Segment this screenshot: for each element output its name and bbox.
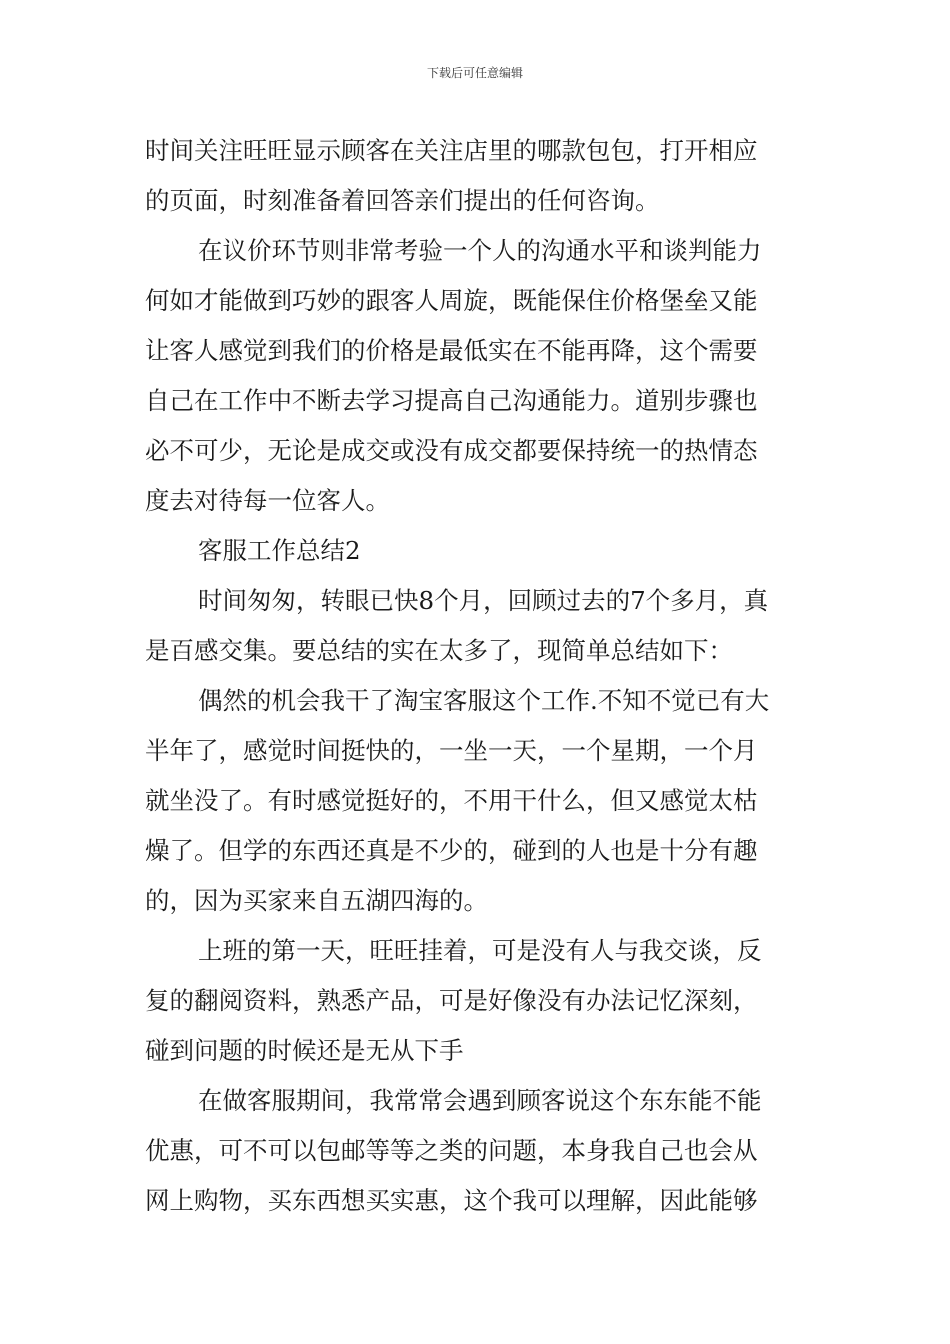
text-line: 在做客服期间，我常常会遇到顾客说这个东东能不能	[198, 1086, 762, 1115]
text-line: 就坐没了。有时感觉挺好的，不用干什么，但又感觉太枯	[145, 786, 758, 815]
text-line: 何如才能做到巧妙的跟客人周旋，既能保住价格堡垒又能	[145, 286, 758, 315]
text-line: 时间关注旺旺显示顾客在关注店里的哪款包包，打开相应	[145, 136, 758, 165]
text-line: 的页面，时刻准备着回答亲们提出的任何咨询。	[145, 186, 660, 215]
text-line: 自己在工作中不断去学习提高自己沟通能力。道别步骤也	[145, 386, 758, 415]
text-line: 复的翻阅资料，熟悉产品，可是好像没有办法记忆深刻，	[145, 986, 758, 1015]
text-line: 时间匆匆，转眼已快8个月，回顾过去的7个多月，真	[198, 586, 769, 615]
text-line: 偶然的机会我干了淘宝客服这个工作.不知不觉已有大	[198, 686, 770, 715]
text-line: 半年了，感觉时间挺快的，一坐一天，一个星期，一个月	[145, 736, 758, 765]
text-line: 优惠，可不可以包邮等等之类的问题，本身我自己也会从	[145, 1136, 758, 1165]
document-body	[145, 126, 807, 1226]
text-line: 是百感交集。要总结的实在太多了，现简单总结如下：	[145, 636, 733, 665]
text-line: 在议价环节则非常考验一个人的沟通水平和谈判能力	[198, 236, 762, 265]
text-line: 碰到问题的时候还是无从下手	[145, 1036, 464, 1065]
text-line: 让客人感觉到我们的价格是最低实在不能再降，这个需要	[145, 336, 758, 365]
text-line: 网上购物，买东西想买实惠，这个我可以理解，因此能够	[145, 1186, 758, 1215]
text-line: 必不可少，无论是成交或没有成交都要保持统一的热情态	[145, 436, 758, 465]
text-line: 燥了。但学的东西还真是不少的，碰到的人也是十分有趣	[145, 836, 758, 865]
section-heading: 客服工作总结2	[198, 536, 361, 565]
text-line: 上班的第一天，旺旺挂着，可是没有人与我交谈，反	[198, 936, 762, 965]
text-line: 的，因为买家来自五湖四海的。	[145, 886, 488, 915]
text-line: 度去对待每一位客人。	[145, 486, 390, 515]
page-header: 下载后可任意编辑	[426, 66, 523, 80]
